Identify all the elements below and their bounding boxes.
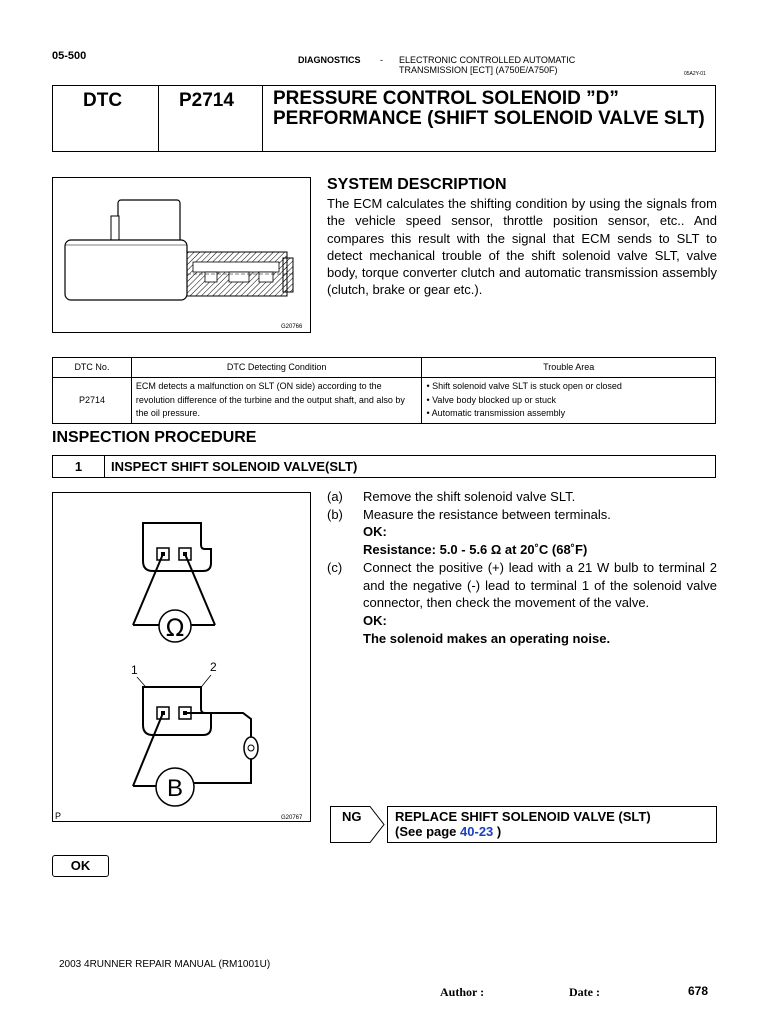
connector-test-drawing <box>53 493 310 821</box>
ok-c-row <box>327 612 717 630</box>
dtc-label: DTC <box>83 90 123 111</box>
table-row <box>53 378 716 424</box>
dtc-table-header-row <box>53 358 716 378</box>
solenoid-valve-drawing <box>53 178 310 332</box>
ng-arrow-shape <box>330 806 385 843</box>
table-header-condition: DTC Detecting Condition <box>131 358 422 378</box>
resistance-spec: Resistance: 5.0 - 5.6 Ω at 20˚C (68˚F) <box>363 542 588 558</box>
author-label: Author : <box>440 985 485 999</box>
step-header <box>52 455 716 478</box>
system-description-heading: SYSTEM DESCRIPTION <box>327 176 507 193</box>
ok-b-label: OK: <box>363 524 387 540</box>
list-item <box>327 559 717 612</box>
solenoid-valve-figure <box>52 177 311 333</box>
step-a-text: Remove the shift solenoid valve SLT. <box>363 489 576 504</box>
list-item: • Automatic transmission assembly <box>426 408 566 418</box>
header-separator: - <box>380 55 383 65</box>
list-item: • Shift solenoid valve SLT is stuck open or closed <box>426 381 622 391</box>
ohm-symbol: Ω <box>165 614 185 642</box>
manual-footer: 2003 4RUNNER REPAIR MANUAL (RM1001U) <box>59 959 271 970</box>
page-number: 678 <box>688 984 709 998</box>
system-description-text: The ECM calculates the shifting condition by using the signals from the vehicle speed sensor, throttle position sensor, etc.. And compares this result with the signal that ECM sends to SLT to detect mechanical trouble of the shift solenoid valve SLT, valve body, torque converter clutch and automatic transmission assembly (clutch, brake or gear etc.). <box>327 196 717 298</box>
figure2-corner-label: P <box>55 811 62 821</box>
dtc-cell-condition: ECM detects a malfunction on SLT (ON side) according to the revolution difference of the turbine and the output shaft, and also by the oil pressure. <box>131 378 422 424</box>
step-number: 1 <box>53 456 105 477</box>
list-item <box>327 506 717 524</box>
operating-noise-row <box>327 630 717 648</box>
dtc-cell-trouble-area <box>422 378 716 424</box>
page-link[interactable]: 40-23 <box>460 824 494 839</box>
step-a-label: (a) <box>327 489 343 504</box>
dtc-table <box>52 357 716 424</box>
step-c-label: (c) <box>327 559 343 575</box>
battery-symbol: B <box>166 775 184 802</box>
step-b-text: Measure the resistance between terminals. <box>363 506 611 522</box>
ok-c-label: OK: <box>363 612 387 628</box>
connector-test-figure <box>52 492 311 822</box>
ng-label: NG <box>342 809 362 824</box>
ng-result-box <box>387 806 717 843</box>
date-label: Date : <box>569 985 600 999</box>
see-page-prefix: (See page <box>395 824 461 839</box>
operating-noise-spec: The solenoid makes an operating noise. <box>363 630 611 646</box>
header-title-line2: TRANSMISSION [ECT] (A750E/A750F) <box>399 65 558 75</box>
ng-tag <box>330 806 385 848</box>
inspection-heading: INSPECTION PROCEDURE <box>52 429 257 446</box>
figure2-code: G20767 <box>281 815 303 821</box>
dtc-cell-code: P2714 <box>53 378 132 424</box>
page-title: PRESSURE CONTROL SOLENOID ”D” PERFORMANCE (SHIFT SOLENOID VALVE SLT) <box>273 88 705 129</box>
figure1-code: G20766 <box>281 324 303 330</box>
ok-tag: OK <box>52 855 109 877</box>
title-block <box>52 85 716 152</box>
header-title <box>399 55 575 75</box>
header-category: DIAGNOSTICS <box>298 55 361 65</box>
section-number: 05-500 <box>52 50 87 62</box>
see-page-suffix: ) <box>493 824 502 839</box>
step-c-text: Connect the positive (+) lead with a 21 W bulb to terminal 2 and the negative (-) lead to terminal 1 of the solenoid valve connector, then check the movement of the valve. <box>363 559 717 611</box>
table-header-trouble-area: Trouble Area <box>422 358 716 378</box>
list-item <box>327 488 717 506</box>
resistance-row <box>327 541 717 559</box>
header-code: 05A2Y-01 <box>684 71 706 77</box>
procedure-steps <box>327 488 717 647</box>
step-b-label: (b) <box>327 506 343 522</box>
terminal-1-label: 1 <box>131 663 138 677</box>
ng-result-line2 <box>395 824 709 839</box>
dtc-code: P2714 <box>179 90 234 111</box>
terminal-2-label: 2 <box>210 660 217 674</box>
ok-b-row <box>327 523 717 541</box>
header-title-line1: ELECTRONIC CONTROLLED AUTOMATIC <box>399 55 576 65</box>
list-item: • Valve body blocked up or stuck <box>426 394 556 405</box>
table-header-dtc-no: DTC No. <box>53 358 132 378</box>
ng-result-line1: REPLACE SHIFT SOLENOID VALVE (SLT) <box>395 809 651 824</box>
step-title: INSPECT SHIFT SOLENOID VALVE(SLT) <box>111 459 358 474</box>
